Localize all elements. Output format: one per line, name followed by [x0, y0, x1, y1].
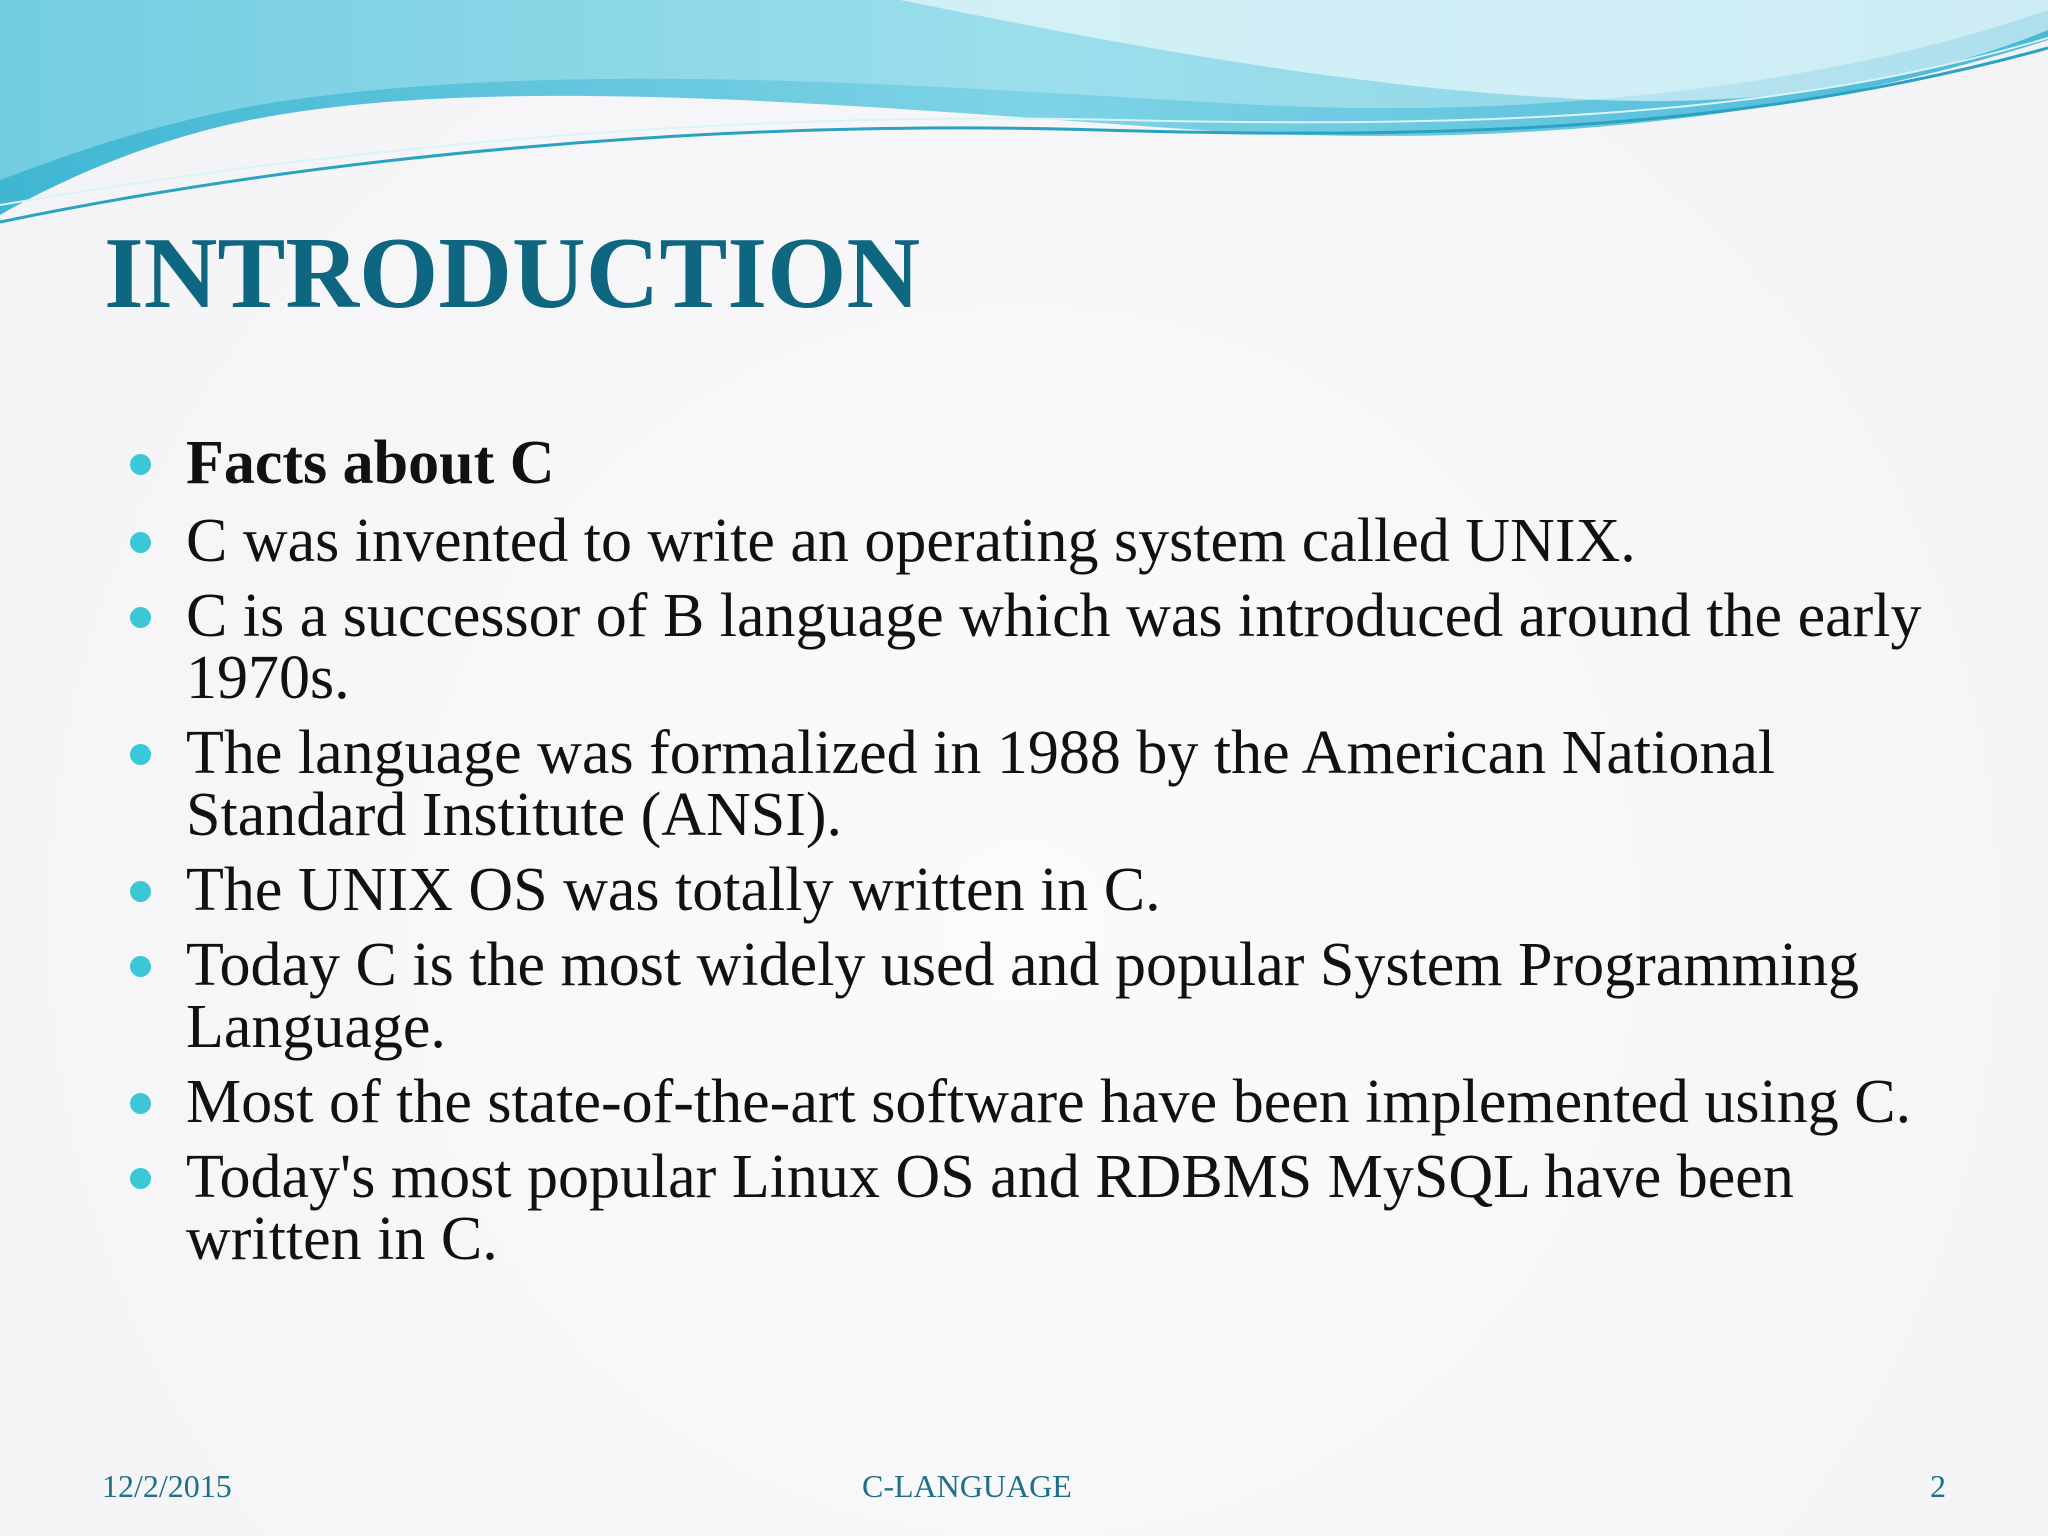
footer-title: C-LANGUAGE: [862, 1468, 1072, 1504]
bullet-dot-icon: [130, 454, 151, 475]
header-wave-decoration: [0, 0, 2048, 240]
bullet-dot-icon: [130, 532, 151, 553]
bullet-item: [130, 507, 1930, 575]
bullet-dot-icon: [130, 1093, 151, 1114]
bullet-dot-icon: [130, 881, 151, 902]
bullet-item: [130, 1068, 1930, 1136]
bullet-dot-icon: [130, 1168, 151, 1189]
bullet-dot-icon: [130, 607, 151, 628]
bullet-list: [130, 429, 1930, 1283]
bullet-text: Most of the state-of-the-art software have been implemented using C.: [186, 1068, 1912, 1136]
bullet-dot-icon: [130, 956, 151, 977]
bullet-text: Today's most popular Linux OS and RDBMS MySQL have been written in C.: [186, 1143, 1794, 1273]
bullet-item: [130, 429, 1930, 497]
slide-title: INTRODUCTION: [104, 217, 921, 330]
bullet-item: [130, 856, 1930, 924]
slide-number: 2: [1930, 1468, 1946, 1504]
bullet-item: [130, 1143, 1930, 1273]
bullet-item: [130, 719, 1930, 849]
bullet-text: The UNIX OS was totally written in C.: [186, 856, 1161, 924]
bullet-text: C is a successor of B language which was introduced around the early 1970s.: [186, 582, 1922, 712]
bullet-item: [130, 931, 1930, 1061]
bullet-text: The language was formalized in 1988 by the American National Standard Institute (ANSI).: [186, 719, 1776, 849]
bullet-dot-icon: [130, 744, 151, 765]
bullet-text: C was invented to write an operating system called UNIX.: [186, 507, 1636, 575]
footer-date: 12/2/2015: [102, 1468, 232, 1504]
bullet-text: Facts about C: [186, 429, 555, 497]
bullet-text: Today C is the most widely used and popular System Programming Language.: [186, 931, 1859, 1061]
bullet-item: [130, 582, 1930, 712]
